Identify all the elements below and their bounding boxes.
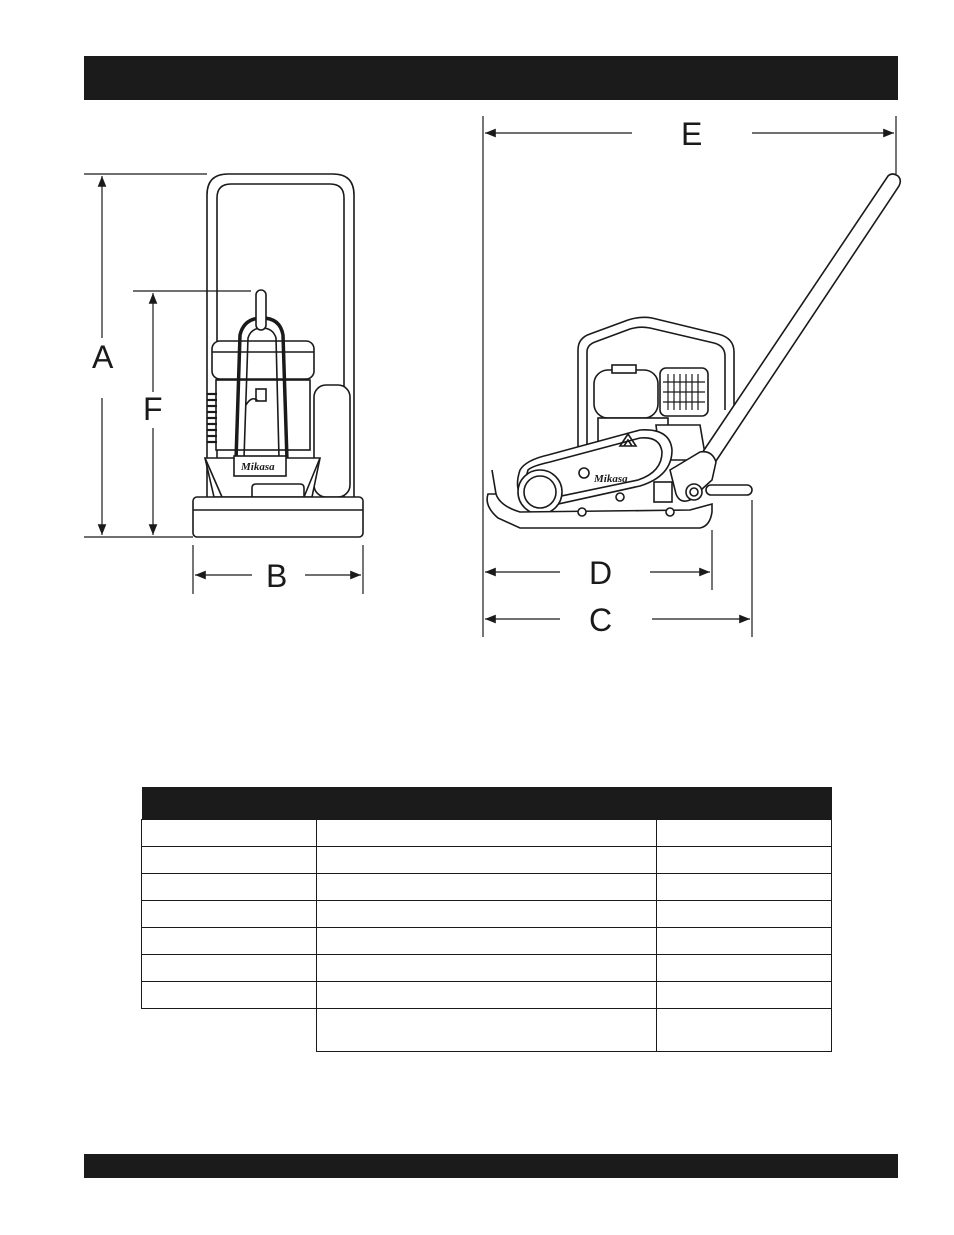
table-row <box>142 982 832 1009</box>
table-cell <box>142 1009 317 1052</box>
side-view-compactor-icon <box>487 174 900 528</box>
table-cell <box>657 901 832 928</box>
front-logo-text: Mikasa <box>241 461 275 473</box>
dimension-label-c: C <box>589 602 613 638</box>
table-header-row <box>142 787 832 820</box>
table-cell <box>317 820 657 847</box>
table-cell <box>317 982 657 1009</box>
table-header-cell <box>142 787 317 820</box>
table-row <box>142 874 832 901</box>
table-cell <box>142 928 317 955</box>
table-row <box>142 820 832 847</box>
table-row <box>142 955 832 982</box>
footer-bar <box>84 1154 898 1178</box>
dimension-label-a: A <box>92 339 114 375</box>
table-cell <box>657 955 832 982</box>
table-cell <box>657 847 832 874</box>
table-cell <box>657 820 832 847</box>
dimension-label-b: B <box>266 558 288 594</box>
table-cell <box>657 874 832 901</box>
table-cell <box>317 928 657 955</box>
table-cell <box>657 928 832 955</box>
table-row <box>142 847 832 874</box>
table-cell <box>317 847 657 874</box>
table-cell <box>317 874 657 901</box>
table-cell <box>142 955 317 982</box>
table-header-cell <box>657 787 832 820</box>
table-row <box>142 928 832 955</box>
table-row <box>142 1009 832 1052</box>
dimension-label-f: F <box>143 391 163 427</box>
table-cell <box>657 1009 832 1052</box>
table-header-cell <box>317 787 657 820</box>
table-cell <box>317 1009 657 1052</box>
dimensions-table <box>141 787 832 1052</box>
table-cell <box>142 982 317 1009</box>
table-row <box>142 901 832 928</box>
side-logo-text: Mikasa <box>594 473 628 485</box>
table-cell <box>317 955 657 982</box>
table-cell <box>142 847 317 874</box>
table-cell <box>317 901 657 928</box>
dimension-label-e: E <box>681 116 703 152</box>
table-cell <box>142 901 317 928</box>
table-cell <box>142 874 317 901</box>
table-cell <box>142 820 317 847</box>
dimension-label-d: D <box>589 555 613 591</box>
table-cell <box>657 982 832 1009</box>
front-view-compactor-icon <box>193 174 363 537</box>
